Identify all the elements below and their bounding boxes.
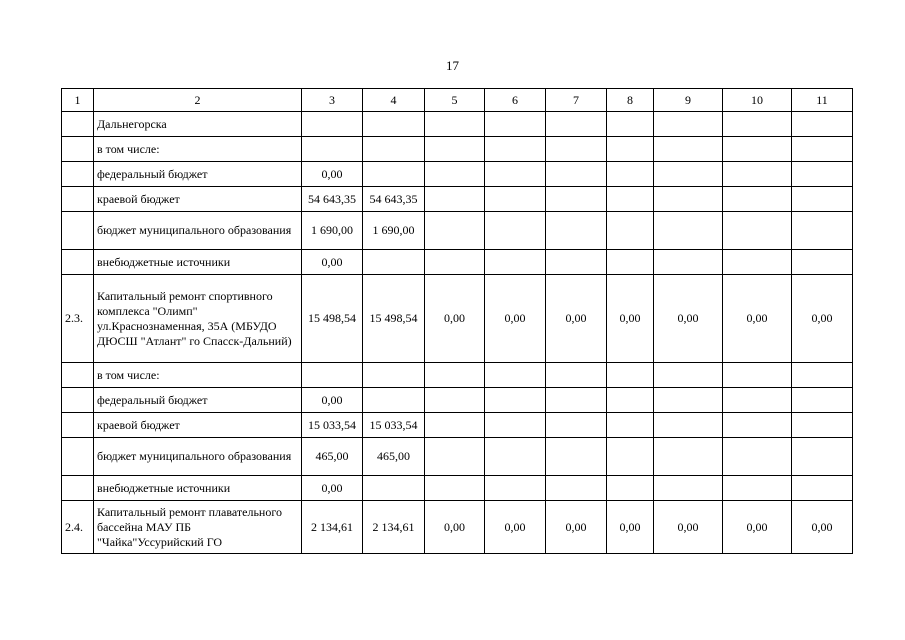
row-description: федеральный бюджет: [94, 162, 302, 187]
cell-col5: 0,00: [425, 501, 485, 554]
row-index: [62, 413, 94, 438]
cell-col5: [425, 250, 485, 275]
cell-col8: [607, 250, 654, 275]
column-header: 11: [792, 89, 853, 112]
cell-col10: [723, 187, 792, 212]
cell-col7: [546, 388, 607, 413]
cell-col5: [425, 438, 485, 476]
cell-col5: [425, 187, 485, 212]
cell-col7: [546, 137, 607, 162]
row-index: 2.3.: [62, 275, 94, 363]
cell-col6: [485, 112, 546, 137]
cell-col9: [654, 413, 723, 438]
cell-col6: [485, 162, 546, 187]
cell-col6: [485, 187, 546, 212]
cell-col5: [425, 137, 485, 162]
cell-col4: [363, 112, 425, 137]
cell-col10: [723, 162, 792, 187]
cell-col10: [723, 413, 792, 438]
cell-col6: [485, 363, 546, 388]
cell-col11: [792, 476, 853, 501]
row-index: 2.4.: [62, 501, 94, 554]
cell-col4: [363, 250, 425, 275]
row-index: [62, 438, 94, 476]
cell-col6: [485, 137, 546, 162]
cell-col8: 0,00: [607, 501, 654, 554]
cell-col10: [723, 438, 792, 476]
cell-col10: [723, 212, 792, 250]
table-row: [62, 112, 853, 137]
cell-col8: [607, 162, 654, 187]
cell-col4: 1 690,00: [363, 212, 425, 250]
cell-col7: [546, 212, 607, 250]
table-row: [62, 250, 853, 275]
cell-col11: [792, 137, 853, 162]
cell-col11: [792, 212, 853, 250]
cell-col11: [792, 413, 853, 438]
row-description: бюджет муниципального образования: [94, 438, 302, 476]
column-header: 7: [546, 89, 607, 112]
cell-col9: [654, 187, 723, 212]
cell-col5: [425, 476, 485, 501]
cell-col9: [654, 162, 723, 187]
cell-col8: [607, 388, 654, 413]
cell-col5: [425, 363, 485, 388]
cell-col3: 0,00: [302, 250, 363, 275]
column-header: 1: [62, 89, 94, 112]
cell-col4: [363, 137, 425, 162]
cell-col4: [363, 388, 425, 413]
cell-col8: [607, 187, 654, 212]
cell-col6: 0,00: [485, 275, 546, 363]
row-index: [62, 363, 94, 388]
cell-col6: [485, 476, 546, 501]
table-row: [62, 476, 853, 501]
cell-col4: 15 033,54: [363, 413, 425, 438]
cell-col9: [654, 388, 723, 413]
table-row: [62, 388, 853, 413]
cell-col10: [723, 388, 792, 413]
row-index: [62, 212, 94, 250]
cell-col9: 0,00: [654, 501, 723, 554]
row-index: [62, 162, 94, 187]
cell-col3: 465,00: [302, 438, 363, 476]
column-header: 3: [302, 89, 363, 112]
cell-col7: [546, 250, 607, 275]
row-index: [62, 250, 94, 275]
cell-col3: [302, 112, 363, 137]
column-header: 5: [425, 89, 485, 112]
row-description: бюджет муниципального образования: [94, 212, 302, 250]
cell-col11: [792, 363, 853, 388]
cell-col6: [485, 438, 546, 476]
cell-col6: 0,00: [485, 501, 546, 554]
cell-col9: [654, 137, 723, 162]
row-index: [62, 388, 94, 413]
page-number: 17: [446, 58, 459, 73]
cell-col4: [363, 162, 425, 187]
cell-col9: 0,00: [654, 275, 723, 363]
column-header: 2: [94, 89, 302, 112]
cell-col11: [792, 250, 853, 275]
row-index: [62, 476, 94, 501]
cell-col7: [546, 438, 607, 476]
cell-col4: [363, 363, 425, 388]
table-row: [62, 413, 853, 438]
row-description: Дальнегорска: [94, 112, 302, 137]
row-index: [62, 112, 94, 137]
cell-col4: 54 643,35: [363, 187, 425, 212]
row-description: Капитальный ремонт плавательного бассейна МАУ ПБ "Чайка"Уссурийский ГО: [94, 501, 302, 554]
row-index: [62, 187, 94, 212]
cell-col5: 0,00: [425, 275, 485, 363]
cell-col7: [546, 476, 607, 501]
cell-col10: [723, 363, 792, 388]
column-header: 10: [723, 89, 792, 112]
cell-col5: [425, 162, 485, 187]
cell-col10: [723, 112, 792, 137]
table-row: [62, 137, 853, 162]
cell-col4: [363, 476, 425, 501]
table-row: [62, 212, 853, 250]
cell-col10: 0,00: [723, 275, 792, 363]
cell-col3: [302, 363, 363, 388]
cell-col5: [425, 413, 485, 438]
cell-col6: [485, 388, 546, 413]
cell-col10: [723, 250, 792, 275]
cell-col3: 1 690,00: [302, 212, 363, 250]
row-description: федеральный бюджет: [94, 388, 302, 413]
cell-col7: 0,00: [546, 275, 607, 363]
row-index: [62, 137, 94, 162]
cell-col3: 15 498,54: [302, 275, 363, 363]
cell-col11: [792, 438, 853, 476]
cell-col5: [425, 388, 485, 413]
cell-col6: [485, 413, 546, 438]
column-header: 4: [363, 89, 425, 112]
cell-col7: [546, 413, 607, 438]
cell-col7: 0,00: [546, 501, 607, 554]
cell-col8: 0,00: [607, 275, 654, 363]
cell-col3: 2 134,61: [302, 501, 363, 554]
cell-col3: 54 643,35: [302, 187, 363, 212]
cell-col8: [607, 112, 654, 137]
table-row: [62, 187, 853, 212]
cell-col3: 0,00: [302, 162, 363, 187]
cell-col11: 0,00: [792, 275, 853, 363]
cell-col8: [607, 363, 654, 388]
column-header: 6: [485, 89, 546, 112]
cell-col9: [654, 212, 723, 250]
cell-col8: [607, 438, 654, 476]
cell-col8: [607, 413, 654, 438]
column-header: 8: [607, 89, 654, 112]
cell-col11: [792, 187, 853, 212]
cell-col8: [607, 137, 654, 162]
cell-col11: [792, 388, 853, 413]
row-description: Капитальный ремонт спортивного комплекса "Олимп" ул.Краснознаменная, 35А (МБУДО ДЮСШ "Атлант" го Спасск-Дальний): [94, 275, 302, 363]
row-description: в том числе:: [94, 137, 302, 162]
row-description: в том числе:: [94, 363, 302, 388]
cell-col10: 0,00: [723, 501, 792, 554]
header-row: [62, 89, 853, 112]
cell-col10: [723, 137, 792, 162]
cell-col11: 0,00: [792, 501, 853, 554]
cell-col6: [485, 212, 546, 250]
cell-col3: [302, 137, 363, 162]
cell-col3: 0,00: [302, 388, 363, 413]
cell-col5: [425, 112, 485, 137]
cell-col9: [654, 476, 723, 501]
table-row: [62, 501, 853, 554]
cell-col4: 15 498,54: [363, 275, 425, 363]
cell-col9: [654, 438, 723, 476]
row-description: внебюджетные источники: [94, 250, 302, 275]
table-row: [62, 275, 853, 363]
cell-col4: 465,00: [363, 438, 425, 476]
cell-col10: [723, 476, 792, 501]
cell-col4: 2 134,61: [363, 501, 425, 554]
cell-col7: [546, 363, 607, 388]
cell-col8: [607, 212, 654, 250]
cell-col7: [546, 187, 607, 212]
cell-col9: [654, 112, 723, 137]
row-description: краевой бюджет: [94, 413, 302, 438]
row-description: краевой бюджет: [94, 187, 302, 212]
table-row: [62, 162, 853, 187]
cell-col11: [792, 112, 853, 137]
cell-col5: [425, 212, 485, 250]
cell-col3: 15 033,54: [302, 413, 363, 438]
cell-col9: [654, 250, 723, 275]
cell-col7: [546, 162, 607, 187]
cell-col9: [654, 363, 723, 388]
cell-col8: [607, 476, 654, 501]
cell-col7: [546, 112, 607, 137]
column-header: 9: [654, 89, 723, 112]
table-row: [62, 438, 853, 476]
cell-col11: [792, 162, 853, 187]
table-row: [62, 363, 853, 388]
cell-col3: 0,00: [302, 476, 363, 501]
cell-col6: [485, 250, 546, 275]
row-description: внебюджетные источники: [94, 476, 302, 501]
budget-table: [61, 88, 853, 554]
